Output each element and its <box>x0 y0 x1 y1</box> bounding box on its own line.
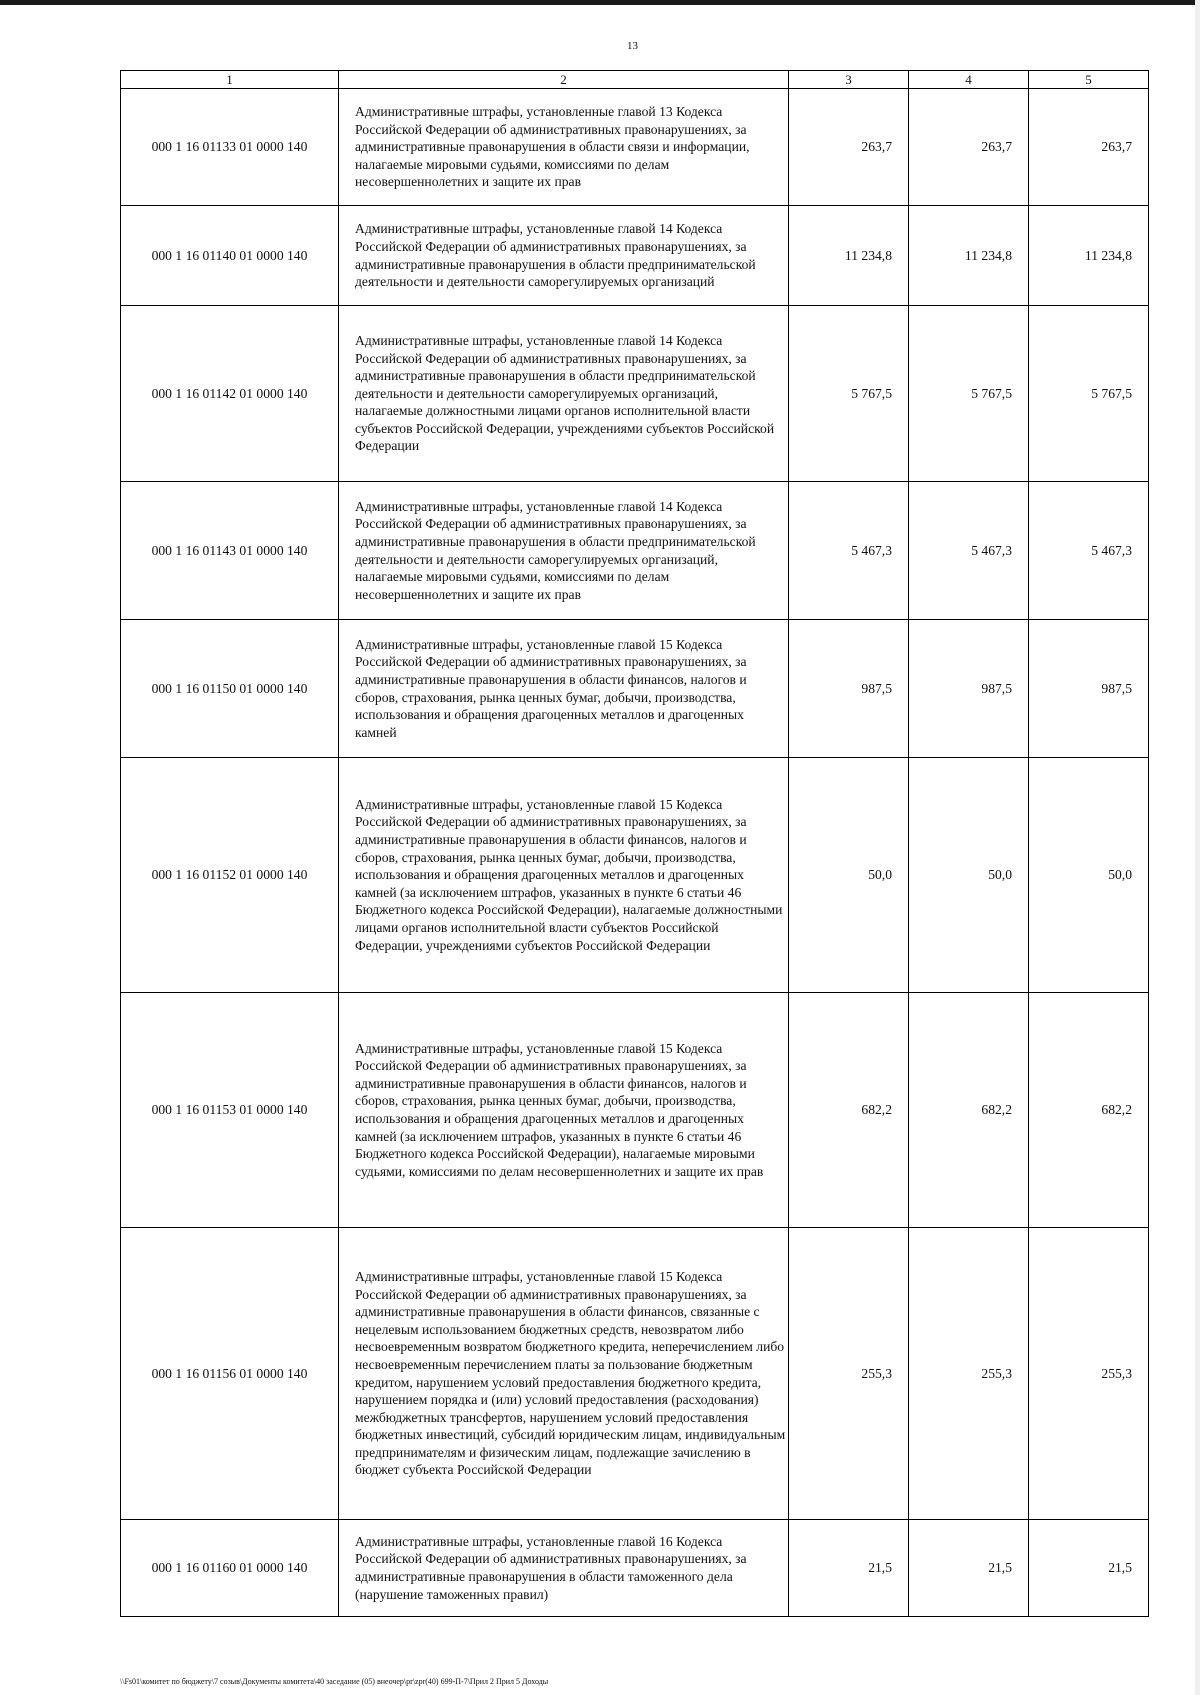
budget-code-cell: 000 1 16 01142 01 0000 140 <box>121 306 339 482</box>
table-row <box>121 306 1149 482</box>
amount-cell-col4: 11 234,8 <box>909 206 1029 306</box>
amount-cell-col3: 11 234,8 <box>789 206 909 306</box>
budget-code-cell: 000 1 16 01160 01 0000 140 <box>121 1520 339 1617</box>
page-number: 13 <box>627 40 638 52</box>
amount-cell-col5: 50,0 <box>1029 758 1149 993</box>
amount-cell-col4: 5 467,3 <box>909 482 1029 620</box>
table-row <box>121 206 1149 306</box>
table-row <box>121 89 1149 206</box>
amount-cell-col3: 263,7 <box>789 89 909 206</box>
column-header-1: 1 <box>121 71 339 89</box>
table-row <box>121 1520 1149 1617</box>
amount-cell-col4: 5 767,5 <box>909 306 1029 482</box>
amount-cell-col4: 50,0 <box>909 758 1029 993</box>
column-header-5: 5 <box>1029 71 1149 89</box>
amount-cell-col3: 682,2 <box>789 993 909 1228</box>
amount-cell-col3: 255,3 <box>789 1228 909 1520</box>
amount-cell-col3: 5 767,5 <box>789 306 909 482</box>
amount-cell-col4: 682,2 <box>909 993 1029 1228</box>
description-cell: Административные штрафы, установленные главой 15 Кодекса Российской Федерации об административных правонарушениях, за административные правонарушения в области финансов, налогов и сборов, страхования, рынка ценных бумаг, добычи, производства, использования и обращения драгоценных металлов и драгоценных камней (за исключением штрафов, указанных в пункте 6 статьи 46 Бюджетного кодекса Российской Федерации), налагаемые должностными лицами органов исполнительной власти субъектов Российской Федерации, учреждениями субъектов Российской Федерации <box>339 758 789 993</box>
description-cell: Административные штрафы, установленные главой 14 Кодекса Российской Федерации об административных правонарушениях, за административные правонарушения в области предпринимательской деятельности и деятельности саморегулируемых организаций <box>339 206 789 306</box>
budget-code-cell: 000 1 16 01140 01 0000 140 <box>121 206 339 306</box>
budget-code-cell: 000 1 16 01152 01 0000 140 <box>121 758 339 993</box>
budget-code-cell: 000 1 16 01150 01 0000 140 <box>121 620 339 758</box>
budget-code-cell: 000 1 16 01156 01 0000 140 <box>121 1228 339 1520</box>
amount-cell-col5: 255,3 <box>1029 1228 1149 1520</box>
table-row <box>121 620 1149 758</box>
description-cell: Административные штрафы, установленные главой 15 Кодекса Российской Федерации об административных правонарушениях, за административные правонарушения в области финансов, связанные с нецелевым использованием бюджетных средств, невозвратом либо несвоевременным возвратом бюджетного кредита, неперечислением либо несвоевременным перечислением платы за пользование бюджетным кредитом, нарушением условий предоставления бюджетного кредита, нарушением порядка и (или) условий предоставления (расходования) межбюджетных трансфертов, нарушением условий предоставления бюджетных инвестиций, субсидий юридическим лицам, индивидуальным предпринимателям и физическим лицам, подлежащие зачислению в бюджет субъекта Российской Федерации <box>339 1228 789 1520</box>
amount-cell-col5: 987,5 <box>1029 620 1149 758</box>
footer-file-path: \\Fs01\комитет по бюджету\7 созыв\Документы комитета\40 заседание (05) внеочер\pr\zpr(40) 699-П-7\Прил 2 Прил 5 Доходы <box>120 1677 549 1686</box>
table-row <box>121 1228 1149 1520</box>
amount-cell-col4: 21,5 <box>909 1520 1029 1617</box>
amount-cell-col5: 682,2 <box>1029 993 1149 1228</box>
description-cell: Административные штрафы, установленные главой 14 Кодекса Российской Федерации об административных правонарушениях, за административные правонарушения в области предпринимательской деятельности и деятельности саморегулируемых организаций, налагаемые должностными лицами органов исполнительной власти субъектов Российской Федерации, учреждениями субъектов Российской Федерации <box>339 306 789 482</box>
description-cell: Административные штрафы, установленные главой 15 Кодекса Российской Федерации об административных правонарушениях, за административные правонарушения в области финансов, налогов и сборов, страхования, рынка ценных бумаг, добычи, производства, использования и обращения драгоценных металлов и драгоценных камней (за исключением штрафов, указанных в пункте 6 статьи 46 Бюджетного кодекса Российской Федерации), налагаемые мировыми судьями, комиссиями по делам несовершеннолетних и защите их прав <box>339 993 789 1228</box>
table-row <box>121 758 1149 993</box>
scan-edge-top <box>0 0 1200 5</box>
budget-code-cell: 000 1 16 01153 01 0000 140 <box>121 993 339 1228</box>
table-row <box>121 482 1149 620</box>
amount-cell-col5: 11 234,8 <box>1029 206 1149 306</box>
column-header-4: 4 <box>909 71 1029 89</box>
description-cell: Административные штрафы, установленные главой 15 Кодекса Российской Федерации об административных правонарушениях, за административные правонарушения в области финансов, налогов и сборов, страхования, рынка ценных бумаг, добычи, производства, использования и обращения драгоценных металлов и драгоценных камней <box>339 620 789 758</box>
budget-code-cell: 000 1 16 01133 01 0000 140 <box>121 89 339 206</box>
table-header-row <box>121 71 1149 89</box>
amount-cell-col4: 255,3 <box>909 1228 1029 1520</box>
amount-cell-col3: 21,5 <box>789 1520 909 1617</box>
scan-edge-right <box>1195 0 1200 1695</box>
description-cell: Административные штрафы, установленные главой 14 Кодекса Российской Федерации об административных правонарушениях, за административные правонарушения в области предпринимательской деятельности и деятельности саморегулируемых организаций, налагаемые мировыми судьями, комиссиями по делам несовершеннолетних и защите их прав <box>339 482 789 620</box>
column-header-2: 2 <box>339 71 789 89</box>
amount-cell-col3: 50,0 <box>789 758 909 993</box>
description-cell: Административные штрафы, установленные главой 13 Кодекса Российской Федерации об административных правонарушениях, за административные правонарушения в области связи и информации, налагаемые мировыми судьями, комиссиями по делам несовершеннолетних и защите их прав <box>339 89 789 206</box>
amount-cell-col5: 263,7 <box>1029 89 1149 206</box>
amount-cell-col5: 21,5 <box>1029 1520 1149 1617</box>
amount-cell-col5: 5 467,3 <box>1029 482 1149 620</box>
description-cell: Административные штрафы, установленные главой 16 Кодекса Российской Федерации об административных правонарушениях, за административные правонарушения в области таможенного дела (нарушение таможенных правил) <box>339 1520 789 1617</box>
column-header-3: 3 <box>789 71 909 89</box>
revenue-table <box>120 70 1149 1617</box>
amount-cell-col5: 5 767,5 <box>1029 306 1149 482</box>
table-row <box>121 993 1149 1228</box>
amount-cell-col4: 263,7 <box>909 89 1029 206</box>
amount-cell-col3: 987,5 <box>789 620 909 758</box>
amount-cell-col4: 987,5 <box>909 620 1029 758</box>
amount-cell-col3: 5 467,3 <box>789 482 909 620</box>
budget-code-cell: 000 1 16 01143 01 0000 140 <box>121 482 339 620</box>
